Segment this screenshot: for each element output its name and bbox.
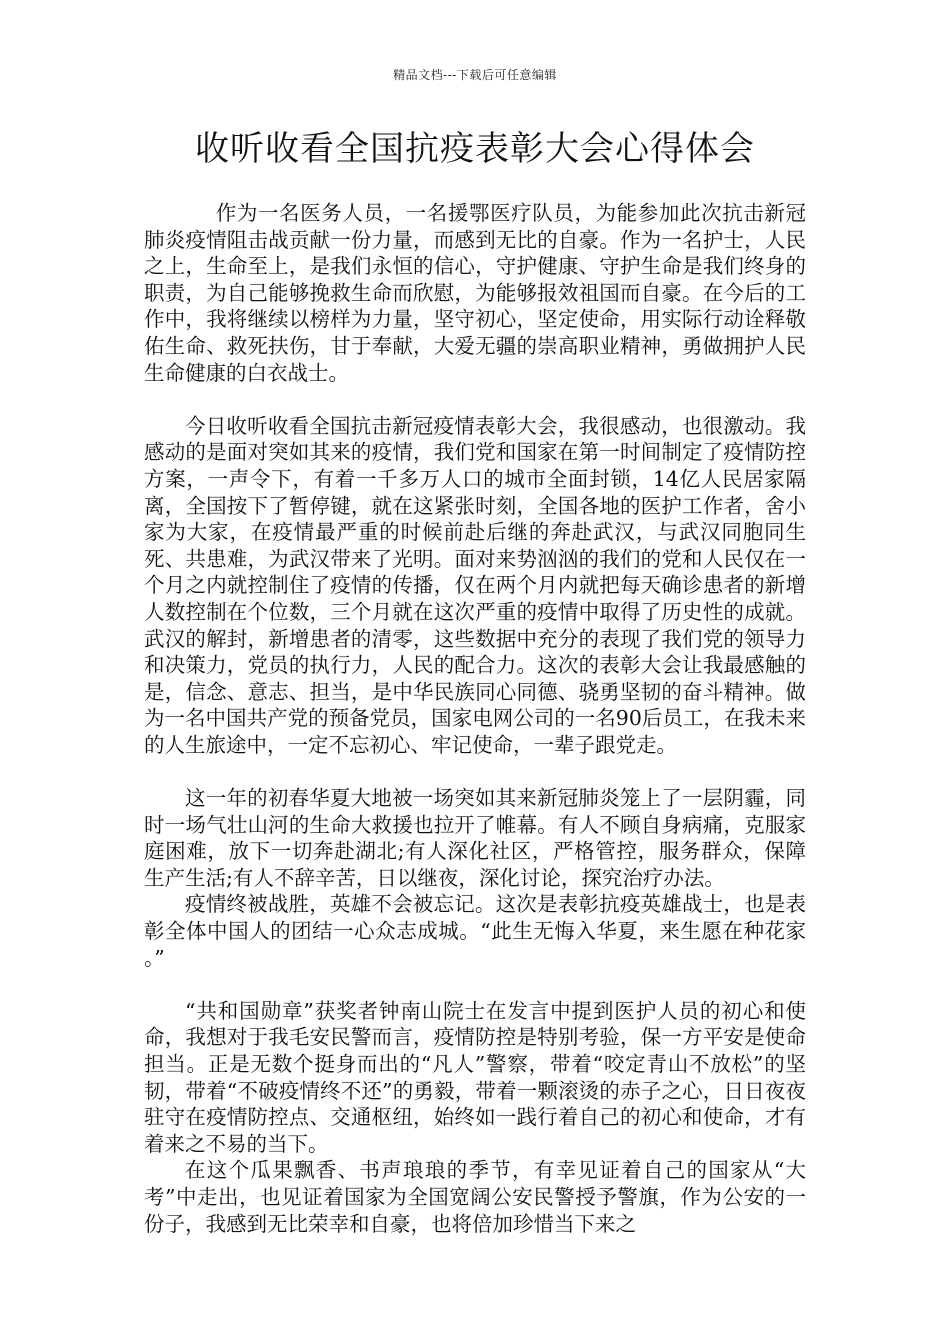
page-header: 精品文档---下载后可任意编辑 bbox=[393, 68, 557, 82]
paragraph-4: 疫情终被战胜，英雄不会被忘记。这次是表彰抗疫英雄战士，也是表彰全体中国人的团结一心众志成城。“此生无悔入华夏，来生愿在种花家 。” bbox=[144, 892, 806, 970]
paragraph-6: 在这个瓜果飘香、书声琅琅的季节，有幸见证着自己的国家从“大考”中走出，也见证着国家为全国宽阔公安民警授予警旗，作为公安的一份子，我感到无比荣幸和自豪，也将倍加珍惜当下来之 bbox=[144, 1158, 806, 1236]
paragraph-spacer bbox=[144, 971, 806, 998]
document-body bbox=[144, 200, 806, 1237]
paragraph-1: 作为一名医务人员，一名援鄂医疗队员，为能参加此次抗击新冠肺炎疫情阻击战贡献一份力量，而感到无比的自豪。作为一名护士，人民之上，生命至上，是我们永恒的信心，守护健康、守护生命是我们终身的职责，为自己能够挽救生命而欣慰，为能够报效祖国而自豪。在今后的工作中，我将继续以榜样为力量，坚守初心，坚定使命，用实际行动诠释敬佑生命、救死扶伤，甘于奉献，大爱无疆的崇高职业精神，勇做拥护人民生命健康的白衣战士。 bbox=[144, 201, 806, 385]
paragraph-spacer bbox=[144, 386, 806, 413]
paragraph-2: 今日收听收看全国抗击新冠疫情表彰大会，我很感动，也很激动。我感动的是面对突如其来的疫情，我们党和国家在第一时间制定了疫情防控方案，一声令下，有着一千多万人口的城市全面封锁，14亿人民居家隔离，全国按下了暂停键，就在这紧张时刻，全国各地的医护工作者，舍小家为大家，在疫情最严重的时候前赴后继的奔赴武汉，与武汉同胞同生死、共患难，为武汉带来了光明。面对来势汹汹的我们的党和人民仅在一个月之内就控制住了疫情的传播，仅在两个月内就把每天确诊患者的新增人数控制在个位数，三个月就在这次严重的疫情中取得了历史性的成就。武汉的解封，新增患者的清零，这些数据中充分的表现了我们党的领导力和决策力，党员的执行力，人民的配合力。这次的表彰大会让我最感触的是，信念、意志、担当，是中华民族同心同德、骁勇坚韧的奋斗精神。做为一名中国共产党的预备党员，国家电网公司的一名90后员工，在我未来的人生旅途中，一定不忘初心、牢记使命，一辈子跟党走。 bbox=[144, 413, 806, 757]
paragraph-spacer bbox=[144, 758, 806, 785]
paragraph-3: 这一年的初春华夏大地被一场突如其来新冠肺炎笼上了一层阴霾，同时一场气壮山河的生命大救援也拉开了帷幕。有人不顾自身病痛，克服家庭困难，放下一切奔赴湖北;有人深化社区，严格管控，服务群众，保障生产生活;有人不辞辛苦，日以继夜，深化讨论，探究治疗办法。 bbox=[144, 786, 806, 890]
document-title: 收听收看全国抗疫表彰大会心得体会 bbox=[195, 129, 755, 169]
paragraph-5: “共和国勋章”获奖者钟南山院士在发言中提到医护人员的初心和使命，我想对于我毛安民警而言，疫情防控是特别考验，保一方平安是使命担当。正是无数个挺身而出的“凡人”警察，带着“咬定青山不放松”的坚韧，带着“不破疫情终不还”的勇毅，带着一颗滚烫的赤子之心，日日夜夜驻守在疫情防控点、交通枢纽，始终如一践行着自己的初心和使命，才有着来之不易的当下。 bbox=[144, 998, 806, 1156]
